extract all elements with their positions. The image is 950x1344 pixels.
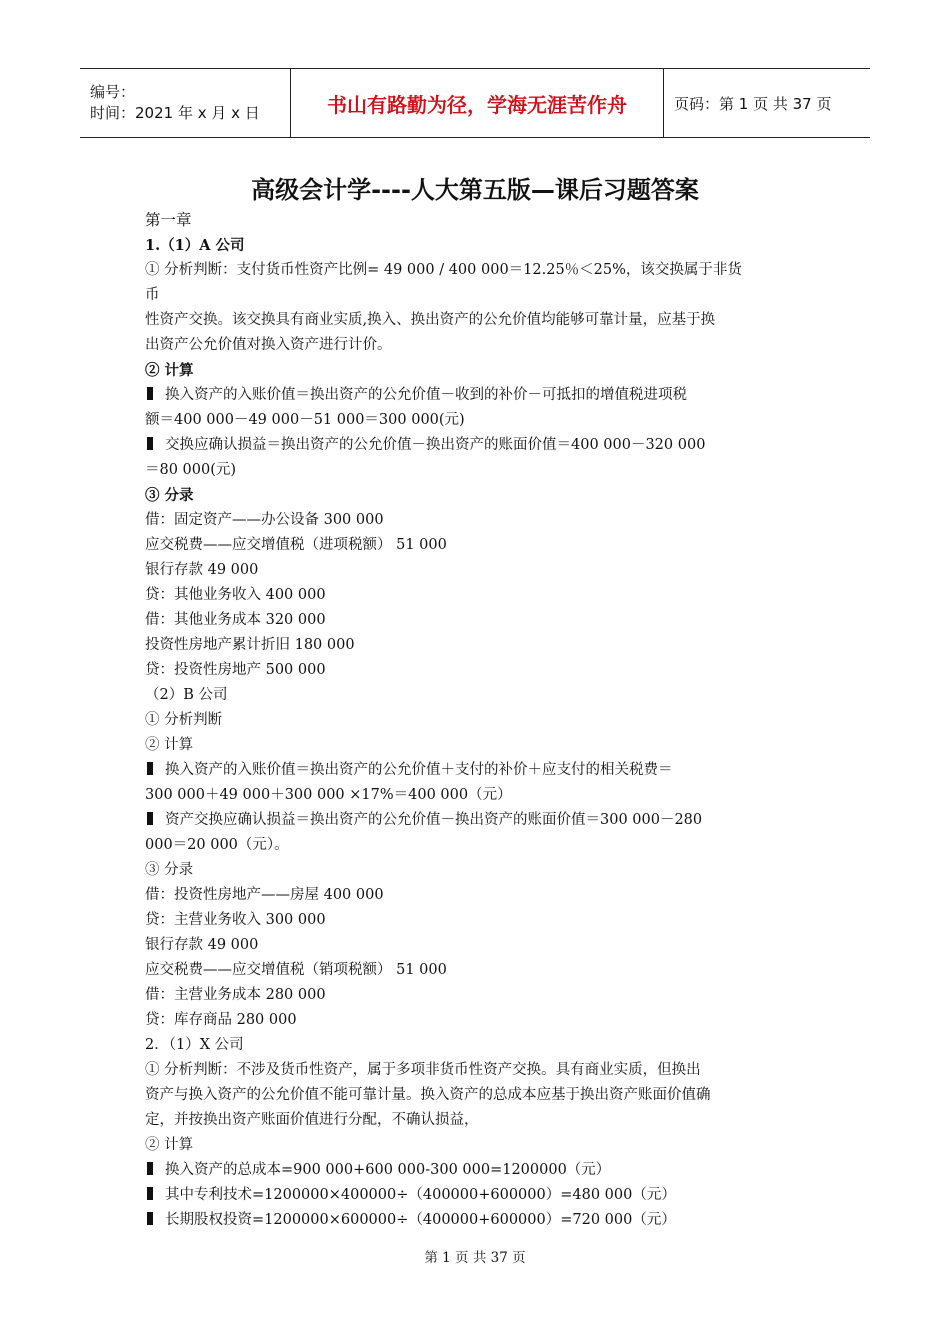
line-text: 换入资产的入账价值＝换出资产的公允价值－收到的补价－可抵扣的增值税进项税 bbox=[165, 387, 687, 403]
text-line bbox=[145, 308, 815, 333]
line-text: 贷：库存商品 280 000 bbox=[145, 1012, 297, 1028]
line-text: ② 计算 bbox=[145, 362, 194, 379]
text-line bbox=[145, 958, 815, 983]
line-text: 出资产公允价值对换入资产进行计价。 bbox=[145, 337, 392, 353]
line-text: 1.（1）A 公司 bbox=[145, 237, 245, 254]
line-text: 银行存款 49 000 bbox=[145, 937, 259, 953]
text-line bbox=[145, 1083, 815, 1108]
document-body bbox=[145, 208, 815, 1233]
text-line bbox=[145, 1133, 815, 1158]
line-text: 贷：其他业务收入 400 000 bbox=[145, 587, 326, 603]
bullet-marker-icon bbox=[147, 812, 153, 825]
motto: 书山有路勤为径，学海无涯苦作舟 bbox=[327, 92, 627, 117]
bullet-line bbox=[145, 1183, 815, 1208]
line-text: 换入资产的入账价值＝换出资产的公允价值＋支付的补价＋应支付的相关税费＝ bbox=[165, 762, 673, 778]
line-text: 应交税费——应交增值税（销项税额） 51 000 bbox=[145, 962, 447, 978]
text-line bbox=[145, 733, 815, 758]
line-text: 其中专利技术=1200000×400000÷（400000+600000）=480 000（元） bbox=[165, 1187, 676, 1203]
text-line bbox=[145, 858, 815, 883]
line-text: 额＝400 000－49 000－51 000＝300 000(元) bbox=[145, 412, 465, 428]
line-text: 换入资产的总成本=900 000+600 000-300 000=1200000（元） bbox=[165, 1162, 611, 1178]
line-text: ① 分析判断 bbox=[145, 712, 223, 728]
line-text: 借：其他业务成本 320 000 bbox=[145, 612, 326, 628]
text-line bbox=[145, 233, 815, 258]
bullet-marker-icon bbox=[147, 762, 153, 775]
code-label: 编号： bbox=[90, 83, 136, 101]
line-text: ① 分析判断：支付货币性资产比例= 49 000 / 400 000＝12.25％＜25%，该交换属于非货 bbox=[145, 262, 742, 278]
text-line bbox=[145, 408, 815, 433]
line-text: 长期股权投资=1200000×600000÷（400000+600000）=720 000（元） bbox=[165, 1212, 676, 1228]
text-line bbox=[145, 933, 815, 958]
bullet-marker-icon bbox=[147, 437, 153, 450]
line-text: ③ 分录 bbox=[145, 862, 194, 878]
text-line bbox=[145, 708, 815, 733]
header-motto-cell bbox=[290, 69, 664, 137]
line-text: 银行存款 49 000 bbox=[145, 562, 259, 578]
text-line bbox=[145, 658, 815, 683]
text-line bbox=[145, 683, 815, 708]
text-line bbox=[145, 1008, 815, 1033]
text-line bbox=[145, 1108, 815, 1133]
line-text: ② 计算 bbox=[145, 737, 194, 753]
line-text: 资产交换应确认损益＝换出资产的公允价值－换出资产的账面价值＝300 000－280 bbox=[165, 812, 703, 828]
text-line bbox=[145, 1058, 815, 1083]
date-line: 时间：2021 年 x 月 x 日 bbox=[90, 104, 260, 122]
text-line bbox=[145, 508, 815, 533]
header-table bbox=[80, 68, 870, 138]
line-text: ③ 分录 bbox=[145, 487, 194, 504]
line-text: 币 bbox=[145, 287, 160, 303]
text-line bbox=[145, 583, 815, 608]
line-text: 投资性房地产累计折旧 180 000 bbox=[145, 637, 355, 653]
text-line bbox=[145, 558, 815, 583]
text-line bbox=[145, 883, 815, 908]
bullet-line bbox=[145, 433, 815, 458]
bullet-marker-icon bbox=[147, 387, 153, 400]
text-line bbox=[145, 358, 815, 383]
line-text: 性资产交换。该交换具有商业实质,换入、换出资产的公允价值均能够可靠计量，应基于换 bbox=[145, 312, 716, 328]
line-text: 2．（1）X 公司 bbox=[145, 1037, 244, 1053]
bullet-line bbox=[145, 1158, 815, 1183]
text-line bbox=[145, 533, 815, 558]
line-text: ＝80 000(元) bbox=[145, 462, 237, 478]
bullet-line bbox=[145, 383, 815, 408]
text-line bbox=[145, 633, 815, 658]
header-meta bbox=[80, 69, 290, 137]
page-info: 页码：第 1 页 共 37 页 bbox=[674, 94, 832, 113]
text-line bbox=[145, 983, 815, 1008]
text-line bbox=[145, 608, 815, 633]
line-text: 交换应确认损益＝换出资产的公允价值－换出资产的账面价值＝400 000－320 000 bbox=[165, 437, 706, 453]
line-text: 借：固定资产——办公设备 300 000 bbox=[145, 512, 384, 528]
line-text: 定，并按换出资产账面价值进行分配，不确认损益， bbox=[145, 1112, 479, 1128]
text-line bbox=[145, 783, 815, 808]
header-page-cell bbox=[664, 69, 870, 137]
page-footer: 第 1 页 共 37 页 bbox=[424, 1250, 526, 1266]
line-text: ② 计算 bbox=[145, 1137, 194, 1153]
text-line bbox=[145, 208, 815, 233]
line-text: 借：投资性房地产——房屋 400 000 bbox=[145, 887, 384, 903]
bullet-line bbox=[145, 808, 815, 833]
line-text: 贷：投资性房地产 500 000 bbox=[145, 662, 326, 678]
text-line bbox=[145, 483, 815, 508]
line-text: 000＝20 000（元）。 bbox=[145, 837, 289, 853]
text-line bbox=[145, 1033, 815, 1058]
bullet-marker-icon bbox=[147, 1212, 153, 1225]
text-line bbox=[145, 333, 815, 358]
line-text: （2）B 公司 bbox=[145, 687, 228, 703]
text-line bbox=[145, 833, 815, 858]
line-text: 借：主营业务成本 280 000 bbox=[145, 987, 326, 1003]
bullet-line bbox=[145, 758, 815, 783]
text-line bbox=[145, 283, 815, 308]
line-text: ① 分析判断：不涉及货币性资产，属于多项非货币性资产交换。具有商业实质，但换出 bbox=[145, 1062, 701, 1078]
text-line bbox=[145, 258, 815, 283]
bullet-line bbox=[145, 1208, 815, 1233]
bullet-marker-icon bbox=[147, 1187, 153, 1200]
line-text: 贷：主营业务收入 300 000 bbox=[145, 912, 326, 928]
line-text: 300 000＋49 000＋300 000 ×17%＝400 000（元） bbox=[145, 787, 512, 803]
document-title: 高级会计学----人大第五版—课后习题答案 bbox=[251, 176, 699, 204]
text-line bbox=[145, 908, 815, 933]
line-text: 应交税费——应交增值税（进项税额） 51 000 bbox=[145, 537, 447, 553]
text-line bbox=[145, 458, 815, 483]
line-text: 资产与换入资产的公允价值不能可靠计量。换入资产的总成本应基于换出资产账面价值确 bbox=[145, 1087, 711, 1103]
line-text: 第一章 bbox=[145, 211, 192, 229]
bullet-marker-icon bbox=[147, 1162, 153, 1175]
